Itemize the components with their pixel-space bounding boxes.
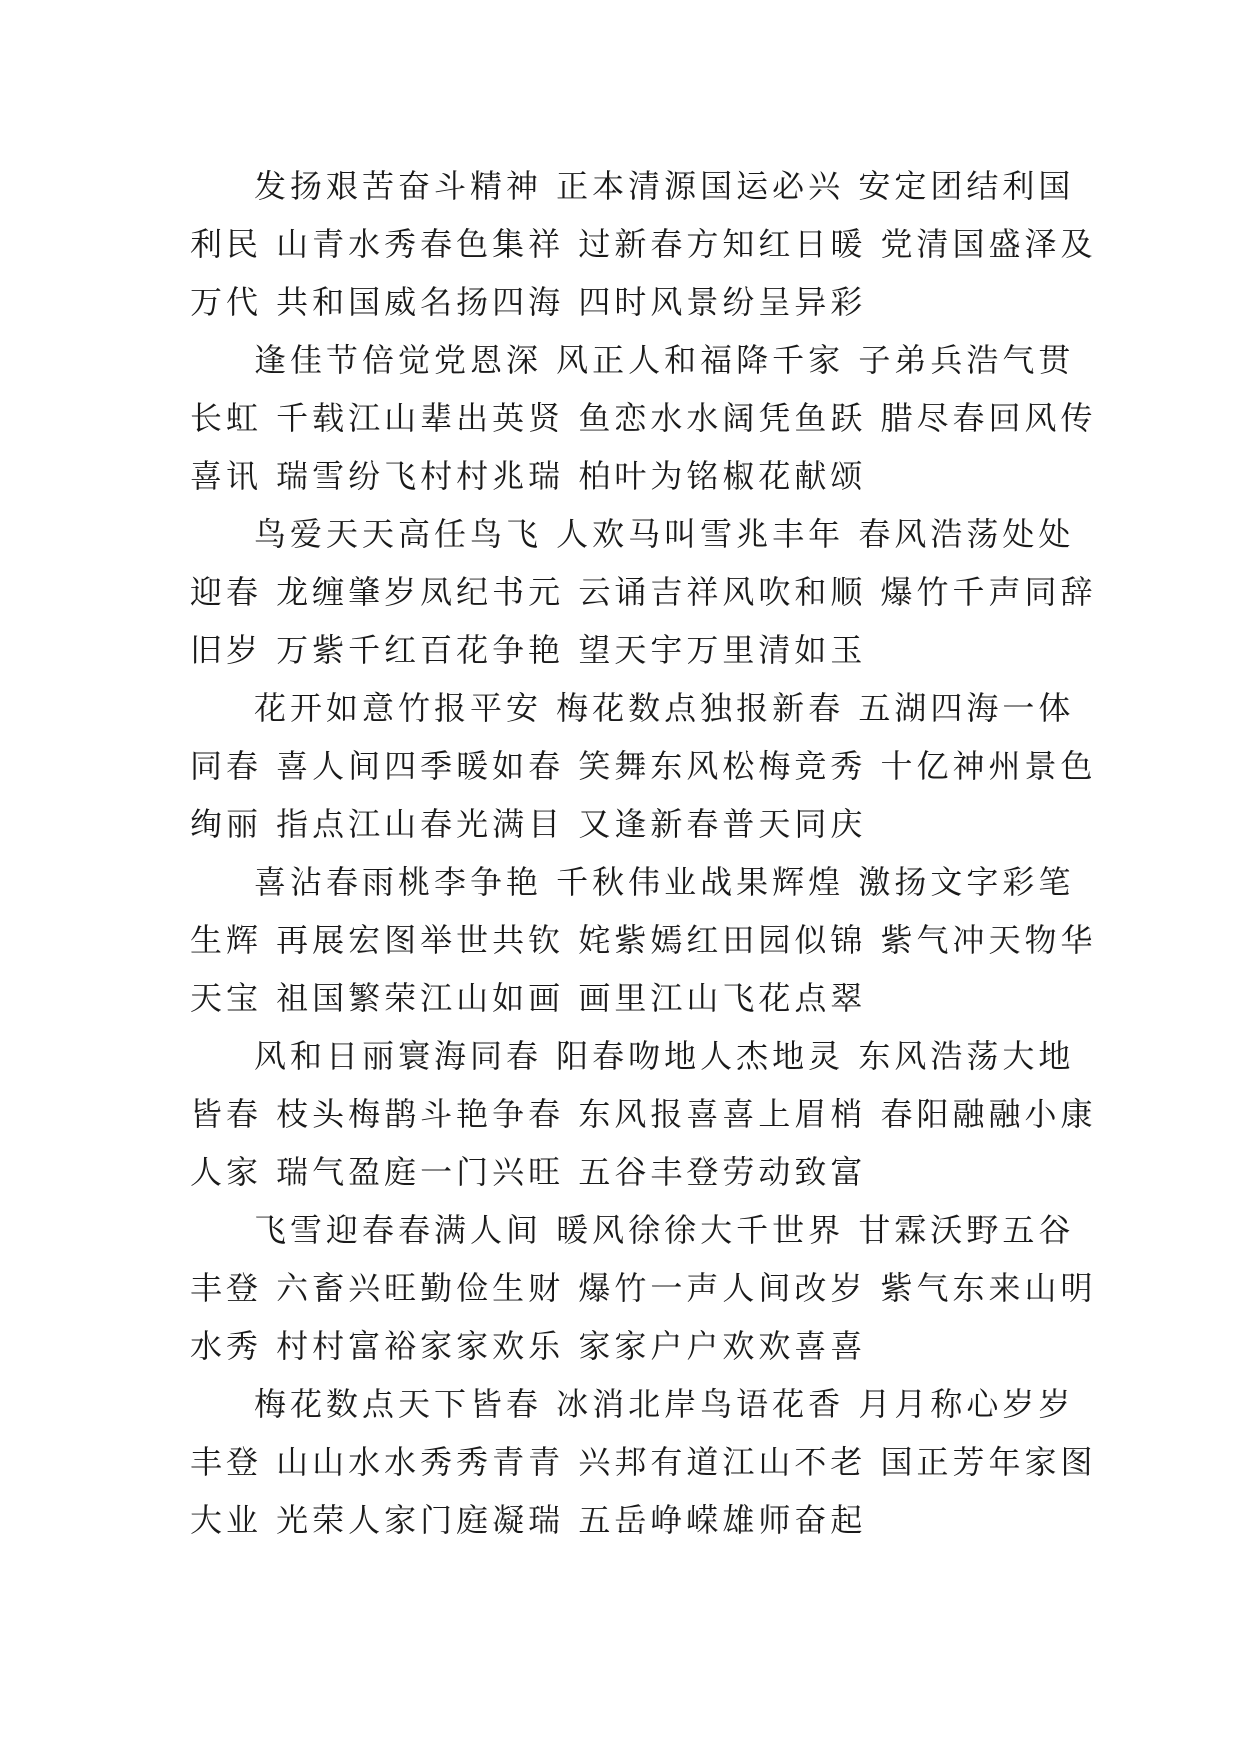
text-line: 大业 光荣人家门庭凝瑞 五岳峥嵘雄师奋起	[190, 1501, 867, 1539]
text-line: 水秀 村村富裕家家欢乐 家家户户欢欢喜喜	[190, 1327, 867, 1365]
text-line: 丰登 六畜兴旺勤俭生财 爆竹一声人间改岁 紫气东来山明	[190, 1269, 1097, 1307]
text-line: 绚丽 指点江山春光满目 又逢新春普天同庆	[190, 805, 867, 843]
paragraph	[190, 331, 1097, 505]
text-line: 发扬艰苦奋斗精神 正本清源国运必兴 安定团结利国	[254, 167, 1075, 205]
text-line: 旧岁 万紫千红百花争艳 望天宇万里清如玉	[190, 631, 867, 669]
paragraph	[190, 1201, 1097, 1375]
text-line: 生辉 再展宏图举世共钦 姹紫嫣红田园似锦 紫气冲天物华	[190, 921, 1097, 959]
text-line: 鸟爱天天高任鸟飞 人欢马叫雪兆丰年 春风浩荡处处	[254, 515, 1075, 553]
text-line: 人家 瑞气盈庭一门兴旺 五谷丰登劳动致富	[190, 1153, 867, 1191]
text-line: 皆春 枝头梅鹊斗艳争春 东风报喜喜上眉梢 春阳融融小康	[190, 1095, 1097, 1133]
text-line: 喜讯 瑞雪纷飞村村兆瑞 柏叶为铭椒花献颂	[190, 457, 867, 495]
paragraph	[190, 157, 1097, 331]
paragraph	[190, 1027, 1097, 1201]
paragraph	[190, 1375, 1097, 1549]
text-line: 利民 山青水秀春色集祥 过新春方知红日暖 党清国盛泽及	[190, 225, 1097, 263]
paragraph	[190, 505, 1097, 679]
text-line: 万代 共和国威名扬四海 四时风景纷呈异彩	[190, 283, 867, 321]
text-line: 天宝 祖国繁荣江山如画 画里江山飞花点翠	[190, 979, 867, 1017]
text-line: 长虹 千载江山辈出英贤 鱼恋水水阔凭鱼跃 腊尽春回风传	[190, 399, 1097, 437]
text-line: 梅花数点天下皆春 冰消北岸鸟语花香 月月称心岁岁	[254, 1385, 1075, 1423]
text-line: 丰登 山山水水秀秀青青 兴邦有道江山不老 国正芳年家图	[190, 1443, 1097, 1481]
text-line: 喜沾春雨桃李争艳 千秋伟业战果辉煌 激扬文字彩笔	[254, 863, 1075, 901]
text-line: 风和日丽寰海同春 阳春吻地人杰地灵 东风浩荡大地	[254, 1037, 1075, 1075]
text-line: 飞雪迎春春满人间 暖风徐徐大千世界 甘霖沃野五谷	[254, 1211, 1075, 1249]
paragraph	[190, 853, 1097, 1027]
text-line: 花开如意竹报平安 梅花数点独报新春 五湖四海一体	[254, 689, 1075, 727]
text-line: 迎春 龙缠肇岁凤纪书元 云诵吉祥风吹和顺 爆竹千声同辞	[190, 573, 1097, 611]
text-line: 同春 喜人间四季暖如春 笑舞东风松梅竞秀 十亿神州景色	[190, 747, 1097, 785]
text-line: 逢佳节倍觉党恩深 风正人和福降千家 子弟兵浩气贯	[254, 341, 1075, 379]
body-text	[190, 157, 1097, 1549]
paragraph	[190, 679, 1097, 853]
